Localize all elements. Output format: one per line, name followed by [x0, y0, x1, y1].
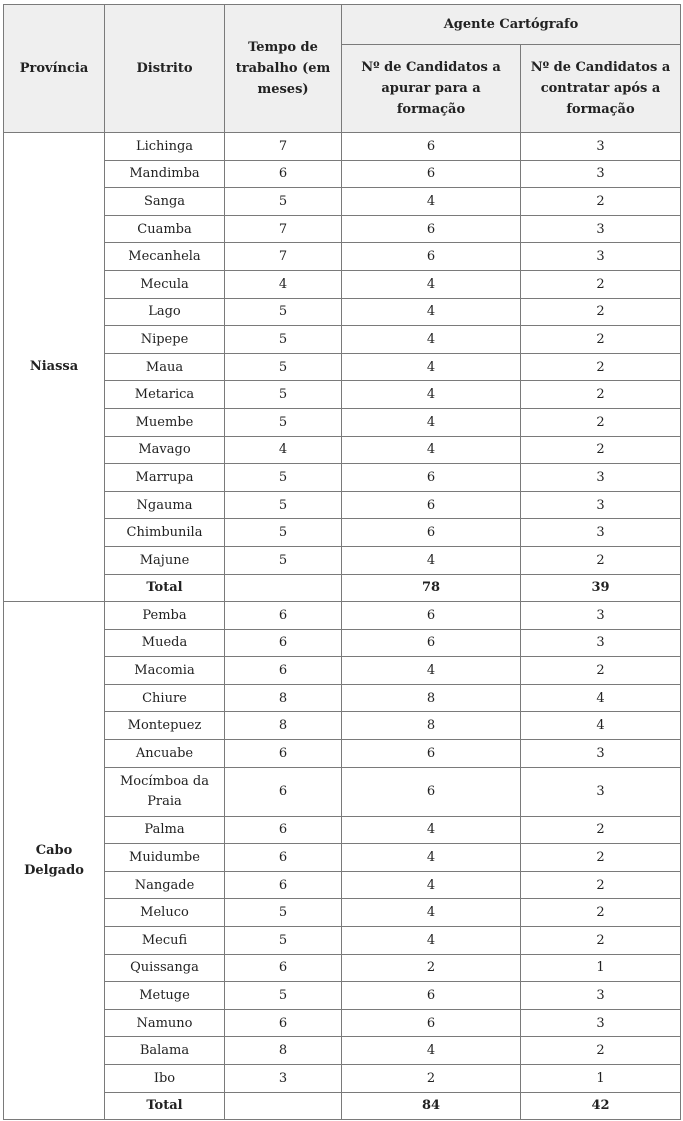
total-months-empty — [225, 1092, 342, 1120]
district-cell: Muidumbe — [105, 844, 225, 872]
candidates-training-cell: 4 — [342, 816, 521, 844]
table-row — [4, 629, 681, 657]
candidates-training-cell: 4 — [342, 270, 521, 298]
months-cell: 6 — [225, 629, 342, 657]
months-cell: 5 — [225, 899, 342, 927]
candidates-hire-cell: 2 — [521, 298, 681, 326]
candidates-hire-cell: 2 — [521, 188, 681, 216]
candidates-hire-cell: 1 — [521, 954, 681, 982]
table-row — [4, 464, 681, 492]
total-label: Total — [105, 1092, 225, 1120]
months-cell: 6 — [225, 954, 342, 982]
candidates-hire-cell: 2 — [521, 270, 681, 298]
candidates-hire-cell: 3 — [521, 243, 681, 271]
province-name: Niassa — [4, 133, 105, 602]
candidates-training-cell: 6 — [342, 740, 521, 768]
total-hire: 39 — [521, 574, 681, 602]
candidates-training-cell: 6 — [342, 519, 521, 547]
table-row — [4, 133, 681, 161]
candidates-training-cell: 6 — [342, 1009, 521, 1037]
district-cell: Nipepe — [105, 326, 225, 354]
candidates-training-cell: 2 — [342, 1065, 521, 1093]
candidates-training-cell: 6 — [342, 464, 521, 492]
candidates-hire-cell: 3 — [521, 982, 681, 1010]
total-label: Total — [105, 574, 225, 602]
months-cell: 5 — [225, 927, 342, 955]
district-cell: Lago — [105, 298, 225, 326]
table-row — [4, 436, 681, 464]
months-cell: 8 — [225, 684, 342, 712]
candidates-training-cell: 4 — [342, 326, 521, 354]
table-body — [4, 133, 681, 1120]
months-cell: 5 — [225, 464, 342, 492]
months-cell: 6 — [225, 816, 342, 844]
district-cell: Mavago — [105, 436, 225, 464]
table-row — [4, 712, 681, 740]
table-row — [4, 519, 681, 547]
total-training: 78 — [342, 574, 521, 602]
candidates-training-cell: 4 — [342, 353, 521, 381]
table-row — [4, 684, 681, 712]
header-district: Distrito — [105, 5, 225, 133]
candidates-hire-cell: 2 — [521, 546, 681, 574]
table-row — [4, 270, 681, 298]
header-candidates-hire: Nº de Candidatos a contratar após a formação — [521, 45, 681, 133]
table-row — [4, 954, 681, 982]
table-row — [4, 602, 681, 630]
months-cell: 5 — [225, 298, 342, 326]
table-row — [4, 740, 681, 768]
months-cell: 5 — [225, 381, 342, 409]
candidates-hire-cell: 3 — [521, 767, 681, 816]
candidates-training-cell: 4 — [342, 436, 521, 464]
candidates-training-cell: 6 — [342, 602, 521, 630]
candidates-training-cell: 4 — [342, 1037, 521, 1065]
district-cell: Marrupa — [105, 464, 225, 492]
district-cell: Palma — [105, 816, 225, 844]
district-cell: Meluco — [105, 899, 225, 927]
candidates-hire-cell: 2 — [521, 899, 681, 927]
candidates-training-cell: 4 — [342, 871, 521, 899]
candidates-hire-cell: 2 — [521, 408, 681, 436]
candidates-hire-cell: 4 — [521, 684, 681, 712]
table-row — [4, 215, 681, 243]
candidates-hire-cell: 2 — [521, 436, 681, 464]
candidates-hire-cell: 3 — [521, 215, 681, 243]
candidates-hire-cell: 3 — [521, 491, 681, 519]
district-cell: Maua — [105, 353, 225, 381]
months-cell: 6 — [225, 160, 342, 188]
table-row — [4, 1065, 681, 1093]
total-row — [4, 574, 681, 602]
table-row — [4, 899, 681, 927]
candidates-hire-cell: 2 — [521, 844, 681, 872]
months-cell: 6 — [225, 1009, 342, 1037]
district-cell: Pemba — [105, 602, 225, 630]
table-row — [4, 353, 681, 381]
total-row — [4, 1092, 681, 1120]
district-cell: Balama — [105, 1037, 225, 1065]
candidates-training-cell: 4 — [342, 844, 521, 872]
district-cell: Metarica — [105, 381, 225, 409]
district-cell: Nangade — [105, 871, 225, 899]
months-cell: 3 — [225, 1065, 342, 1093]
candidates-hire-cell: 2 — [521, 353, 681, 381]
district-cell: Cuamba — [105, 215, 225, 243]
candidates-hire-cell: 3 — [521, 519, 681, 547]
candidates-hire-cell: 2 — [521, 816, 681, 844]
candidates-training-cell: 6 — [342, 243, 521, 271]
candidates-training-cell: 4 — [342, 899, 521, 927]
candidates-training-cell: 6 — [342, 491, 521, 519]
candidates-training-cell: 6 — [342, 215, 521, 243]
candidates-training-cell: 6 — [342, 160, 521, 188]
district-cell: Quissanga — [105, 954, 225, 982]
months-cell: 6 — [225, 871, 342, 899]
candidates-training-cell: 4 — [342, 546, 521, 574]
months-cell: 8 — [225, 712, 342, 740]
district-cell: Macomia — [105, 657, 225, 685]
table-row — [4, 1037, 681, 1065]
header-time: Tempo de trabalho (em meses) — [225, 5, 342, 133]
candidates-training-cell: 4 — [342, 188, 521, 216]
table-row — [4, 657, 681, 685]
table-row — [4, 871, 681, 899]
months-cell: 5 — [225, 353, 342, 381]
candidates-hire-cell: 3 — [521, 160, 681, 188]
candidates-hire-cell: 3 — [521, 602, 681, 630]
table-row — [4, 408, 681, 436]
candidates-hire-cell: 3 — [521, 629, 681, 657]
months-cell: 4 — [225, 436, 342, 464]
candidates-hire-cell: 2 — [521, 381, 681, 409]
table-row — [4, 767, 681, 816]
district-cell: Mecanhela — [105, 243, 225, 271]
district-cell: Mandimba — [105, 160, 225, 188]
candidates-hire-cell: 2 — [521, 326, 681, 354]
district-cell: Mueda — [105, 629, 225, 657]
header-agent-group: Agente Cartógrafo — [342, 5, 681, 45]
months-cell: 7 — [225, 215, 342, 243]
recruitment-table — [3, 4, 681, 1120]
months-cell: 8 — [225, 1037, 342, 1065]
candidates-training-cell: 6 — [342, 629, 521, 657]
candidates-hire-cell: 3 — [521, 1009, 681, 1037]
table-row — [4, 816, 681, 844]
district-cell: Mocímboa da Praia — [105, 767, 225, 816]
table-row — [4, 298, 681, 326]
candidates-training-cell: 4 — [342, 927, 521, 955]
district-cell: Metuge — [105, 982, 225, 1010]
table-row — [4, 160, 681, 188]
months-cell: 5 — [225, 491, 342, 519]
district-cell: Namuno — [105, 1009, 225, 1037]
months-cell: 5 — [225, 188, 342, 216]
district-cell: Mecufi — [105, 927, 225, 955]
table-row — [4, 546, 681, 574]
candidates-hire-cell: 4 — [521, 712, 681, 740]
candidates-training-cell: 4 — [342, 298, 521, 326]
months-cell: 6 — [225, 740, 342, 768]
months-cell: 6 — [225, 844, 342, 872]
candidates-hire-cell: 2 — [521, 927, 681, 955]
candidates-training-cell: 2 — [342, 954, 521, 982]
table-row — [4, 326, 681, 354]
total-months-empty — [225, 574, 342, 602]
header-province: Província — [4, 5, 105, 133]
total-training: 84 — [342, 1092, 521, 1120]
district-cell: Ibo — [105, 1065, 225, 1093]
months-cell: 5 — [225, 326, 342, 354]
candidates-training-cell: 8 — [342, 712, 521, 740]
candidates-training-cell: 6 — [342, 982, 521, 1010]
table-row — [4, 381, 681, 409]
table-row — [4, 1009, 681, 1037]
months-cell: 6 — [225, 602, 342, 630]
district-cell: Lichinga — [105, 133, 225, 161]
months-cell: 7 — [225, 133, 342, 161]
district-cell: Mecula — [105, 270, 225, 298]
candidates-hire-cell: 2 — [521, 657, 681, 685]
candidates-hire-cell: 2 — [521, 1037, 681, 1065]
district-cell: Chiure — [105, 684, 225, 712]
table-row — [4, 491, 681, 519]
district-cell: Sanga — [105, 188, 225, 216]
candidates-hire-cell: 1 — [521, 1065, 681, 1093]
district-cell: Ngauma — [105, 491, 225, 519]
district-cell: Ancuabe — [105, 740, 225, 768]
months-cell: 7 — [225, 243, 342, 271]
district-cell: Muembe — [105, 408, 225, 436]
district-cell: Chimbunila — [105, 519, 225, 547]
table-row — [4, 188, 681, 216]
candidates-training-cell: 4 — [342, 381, 521, 409]
candidates-training-cell: 6 — [342, 767, 521, 816]
months-cell: 6 — [225, 767, 342, 816]
candidates-hire-cell: 3 — [521, 133, 681, 161]
months-cell: 5 — [225, 546, 342, 574]
candidates-training-cell: 4 — [342, 408, 521, 436]
candidates-hire-cell: 3 — [521, 464, 681, 492]
months-cell: 4 — [225, 270, 342, 298]
months-cell: 5 — [225, 982, 342, 1010]
candidates-training-cell: 6 — [342, 133, 521, 161]
total-hire: 42 — [521, 1092, 681, 1120]
table-row — [4, 243, 681, 271]
province-name: Cabo Delgado — [4, 602, 105, 1120]
table-row — [4, 844, 681, 872]
months-cell: 5 — [225, 519, 342, 547]
candidates-training-cell: 8 — [342, 684, 521, 712]
candidates-hire-cell: 3 — [521, 740, 681, 768]
district-cell: Montepuez — [105, 712, 225, 740]
candidates-training-cell: 4 — [342, 657, 521, 685]
header-candidates-training: Nº de Candidatos a apurar para a formação — [342, 45, 521, 133]
candidates-hire-cell: 2 — [521, 871, 681, 899]
table-row — [4, 927, 681, 955]
table-row — [4, 982, 681, 1010]
months-cell: 5 — [225, 408, 342, 436]
months-cell: 6 — [225, 657, 342, 685]
district-cell: Majune — [105, 546, 225, 574]
